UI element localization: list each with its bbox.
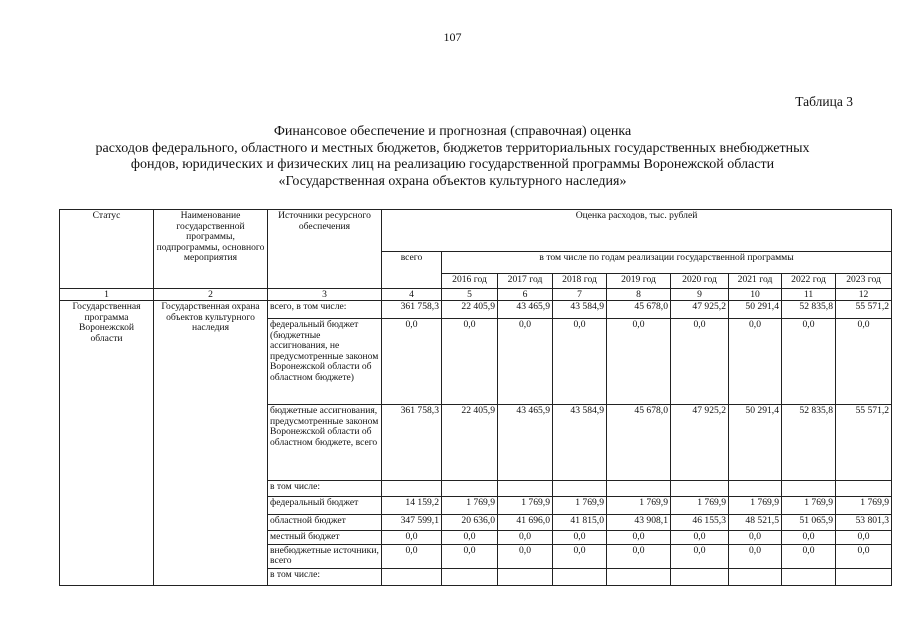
value-cell bbox=[836, 568, 892, 585]
title-line: Финансовое обеспечение и прогнозная (справочная) оценка bbox=[273, 124, 632, 139]
value-cell bbox=[782, 481, 836, 497]
value-cell: 45 678,0 bbox=[607, 405, 671, 481]
value-cell: 0,0 bbox=[607, 544, 671, 568]
header-name: Наименование государственной программы, подпрограммы, основного мероприятия bbox=[154, 210, 268, 289]
header-by-years: в том числе по годам реализации государственной программы bbox=[442, 252, 892, 274]
header-total: всего bbox=[382, 252, 442, 289]
column-number: 7 bbox=[553, 289, 607, 301]
column-number: 12 bbox=[836, 289, 892, 301]
source-cell: всего, в том числе: bbox=[268, 301, 382, 319]
value-cell: 41 696,0 bbox=[498, 515, 553, 531]
value-cell: 1 769,9 bbox=[729, 497, 782, 515]
value-cell bbox=[498, 568, 553, 585]
value-cell bbox=[442, 568, 498, 585]
header-sources: Источники ресурсного обеспечения bbox=[268, 210, 382, 289]
value-cell: 361 758,3 bbox=[382, 405, 442, 481]
value-cell bbox=[553, 568, 607, 585]
value-cell: 47 925,2 bbox=[671, 301, 729, 319]
value-cell: 0,0 bbox=[382, 319, 442, 405]
title-line: «Государственная охрана объектов культурного наследия» bbox=[278, 173, 627, 189]
value-cell: 0,0 bbox=[382, 531, 442, 545]
source-cell: в том числе: bbox=[268, 568, 382, 585]
value-cell: 55 571,2 bbox=[836, 301, 892, 319]
value-cell bbox=[671, 481, 729, 497]
column-number: 2 bbox=[154, 289, 268, 301]
value-cell: 51 065,9 bbox=[782, 515, 836, 531]
value-cell: 0,0 bbox=[836, 544, 892, 568]
value-cell: 0,0 bbox=[553, 319, 607, 405]
value-cell: 48 521,5 bbox=[729, 515, 782, 531]
value-cell: 50 291,4 bbox=[729, 405, 782, 481]
value-cell: 0,0 bbox=[498, 531, 553, 545]
value-cell bbox=[607, 481, 671, 497]
value-cell bbox=[836, 481, 892, 497]
table-label: Таблица 3 bbox=[795, 94, 853, 109]
value-cell: 47 925,2 bbox=[671, 405, 729, 481]
value-cell: 0,0 bbox=[382, 544, 442, 568]
value-cell bbox=[671, 568, 729, 585]
value-cell: 0,0 bbox=[836, 531, 892, 545]
source-cell: федеральный бюджет (бюджетные ассигнования, не предусмотренные законом Воронежской области об областном бюджете) bbox=[268, 319, 382, 405]
value-cell: 1 769,9 bbox=[498, 497, 553, 515]
value-cell: 0,0 bbox=[442, 544, 498, 568]
value-cell: 0,0 bbox=[729, 319, 782, 405]
value-cell: 0,0 bbox=[836, 319, 892, 405]
value-cell: 0,0 bbox=[607, 531, 671, 545]
column-number: 4 bbox=[382, 289, 442, 301]
header-year: 2020 год bbox=[671, 274, 729, 289]
value-cell: 50 291,4 bbox=[729, 301, 782, 319]
value-cell: 0,0 bbox=[671, 544, 729, 568]
value-cell: 43 465,9 bbox=[498, 405, 553, 481]
header-status: Статус bbox=[60, 210, 154, 289]
value-cell: 0,0 bbox=[553, 544, 607, 568]
value-cell: 0,0 bbox=[607, 319, 671, 405]
value-cell: 41 815,0 bbox=[553, 515, 607, 531]
value-cell: 361 758,3 bbox=[382, 301, 442, 319]
value-cell: 52 835,8 bbox=[782, 405, 836, 481]
value-cell: 43 465,9 bbox=[498, 301, 553, 319]
header-estimate: Оценка расходов, тыс. рублей bbox=[382, 210, 892, 252]
value-cell: 43 584,9 bbox=[553, 301, 607, 319]
value-cell: 347 599,1 bbox=[382, 515, 442, 531]
value-cell: 0,0 bbox=[553, 531, 607, 545]
page-number: 107 bbox=[443, 30, 462, 44]
program-name: Государственная охрана объектов культурного наследия bbox=[154, 301, 268, 586]
header-year: 2016 год bbox=[442, 274, 498, 289]
value-cell: 0,0 bbox=[498, 319, 553, 405]
source-cell: местный бюджет bbox=[268, 531, 382, 545]
value-cell: 22 405,9 bbox=[442, 301, 498, 319]
value-cell bbox=[382, 481, 442, 497]
value-cell: 43 908,1 bbox=[607, 515, 671, 531]
column-number: 10 bbox=[729, 289, 782, 301]
value-cell: 0,0 bbox=[671, 531, 729, 545]
source-cell: в том числе: bbox=[268, 481, 382, 497]
value-cell: 22 405,9 bbox=[442, 405, 498, 481]
title-line: фондов, юридических и физических лиц на реализацию государственной программы Воронежской области bbox=[130, 157, 775, 172]
value-cell: 0,0 bbox=[442, 531, 498, 545]
header-year: 2017 год bbox=[498, 274, 553, 289]
value-cell: 53 801,3 bbox=[836, 515, 892, 531]
value-cell bbox=[498, 481, 553, 497]
source-cell: федеральный бюджет bbox=[268, 497, 382, 515]
value-cell: 52 835,8 bbox=[782, 301, 836, 319]
value-cell: 1 769,9 bbox=[782, 497, 836, 515]
value-cell bbox=[442, 481, 498, 497]
header-year: 2018 год bbox=[553, 274, 607, 289]
value-cell: 43 584,9 bbox=[553, 405, 607, 481]
value-cell: 1 769,9 bbox=[836, 497, 892, 515]
header-year: 2023 год bbox=[836, 274, 892, 289]
header-year: 2022 год bbox=[782, 274, 836, 289]
value-cell: 14 159,2 bbox=[382, 497, 442, 515]
value-cell: 45 678,0 bbox=[607, 301, 671, 319]
value-cell: 0,0 bbox=[442, 319, 498, 405]
table-title bbox=[40, 124, 865, 190]
value-cell: 55 571,2 bbox=[836, 405, 892, 481]
value-cell: 1 769,9 bbox=[671, 497, 729, 515]
column-number: 3 bbox=[268, 289, 382, 301]
value-cell: 1 769,9 bbox=[607, 497, 671, 515]
header-year: 2021 год bbox=[729, 274, 782, 289]
column-number: 9 bbox=[671, 289, 729, 301]
column-number: 8 bbox=[607, 289, 671, 301]
program-status: Государственная программа Воронежской области bbox=[60, 301, 154, 586]
column-number: 6 bbox=[498, 289, 553, 301]
value-cell: 0,0 bbox=[498, 544, 553, 568]
column-number: 5 bbox=[442, 289, 498, 301]
value-cell: 0,0 bbox=[782, 531, 836, 545]
value-cell bbox=[553, 481, 607, 497]
value-cell: 1 769,9 bbox=[442, 497, 498, 515]
value-cell bbox=[782, 568, 836, 585]
value-cell: 0,0 bbox=[782, 544, 836, 568]
budget-table bbox=[59, 209, 892, 586]
column-number: 11 bbox=[782, 289, 836, 301]
header-year: 2019 год bbox=[607, 274, 671, 289]
value-cell bbox=[382, 568, 442, 585]
value-cell: 20 636,0 bbox=[442, 515, 498, 531]
value-cell: 0,0 bbox=[729, 531, 782, 545]
value-cell: 0,0 bbox=[671, 319, 729, 405]
column-number: 1 bbox=[60, 289, 154, 301]
value-cell: 0,0 bbox=[782, 319, 836, 405]
value-cell: 46 155,3 bbox=[671, 515, 729, 531]
source-cell: внебюджетные источники, всего bbox=[268, 544, 382, 568]
value-cell: 0,0 bbox=[729, 544, 782, 568]
title-line: расходов федерального, областного и местных бюджетов, бюджетов территориальных государственных внебюджетных bbox=[95, 140, 810, 156]
source-cell: бюджетные ассигнования, предусмотренные законом Воронежской области об областном бюджете, всего bbox=[268, 405, 382, 481]
value-cell bbox=[607, 568, 671, 585]
value-cell: 1 769,9 bbox=[553, 497, 607, 515]
value-cell bbox=[729, 481, 782, 497]
value-cell bbox=[729, 568, 782, 585]
source-cell: областной бюджет bbox=[268, 515, 382, 531]
